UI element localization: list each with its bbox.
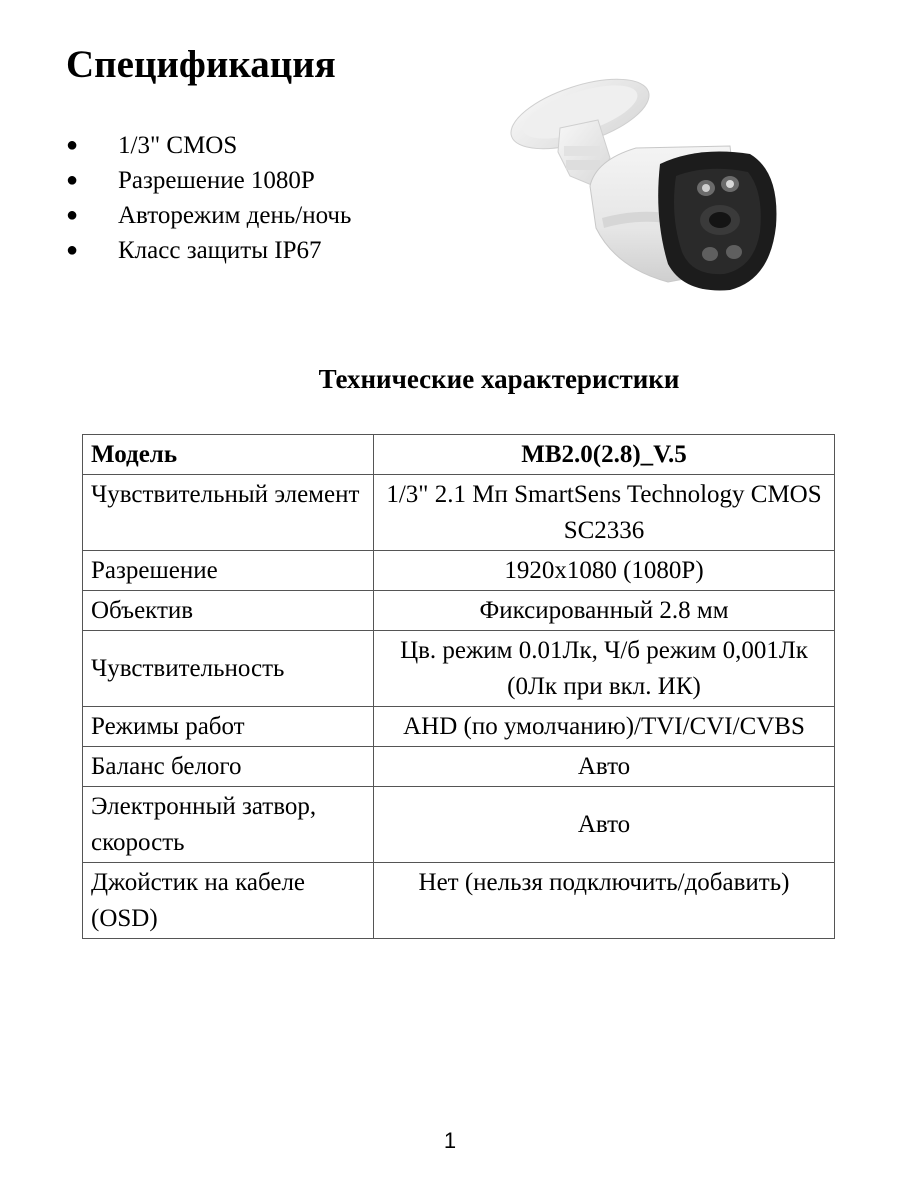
spec-value: MB2.0(2.8)_V.5 xyxy=(374,435,835,475)
table-row xyxy=(83,747,835,787)
spec-label: Модель xyxy=(83,435,374,475)
table-row xyxy=(83,551,835,591)
spec-value: AHD (по умолчанию)/TVI/CVI/CVBS xyxy=(374,707,835,747)
section-title: Технические характеристики xyxy=(318,364,680,394)
table-row xyxy=(83,475,835,551)
spec-value: Авто xyxy=(374,787,835,863)
spec-table xyxy=(82,434,835,939)
feature-list xyxy=(66,128,351,268)
spec-label: Режимы работ xyxy=(83,707,374,747)
spec-value: Нет (нельзя подключить/добавить) xyxy=(374,863,835,939)
spec-label: Объектив xyxy=(83,591,374,631)
table-row xyxy=(83,591,835,631)
spec-label: Баланс белого xyxy=(83,747,374,787)
spec-value: 1920x1080 (1080P) xyxy=(374,551,835,591)
bullet-icon: ● xyxy=(66,134,79,156)
list-item xyxy=(66,128,351,163)
table-row xyxy=(83,631,835,707)
page-title: Спецификация xyxy=(66,43,336,86)
spec-value: Цв. режим 0.01Лк, Ч/б режим 0,001Лк (0Лк при вкл. ИК) xyxy=(374,631,835,707)
feature-text: Класс защиты IP67 xyxy=(118,237,322,264)
spec-label: Электронный затвор, скорость xyxy=(83,787,374,863)
camera-image xyxy=(498,68,788,300)
list-item xyxy=(66,163,351,198)
spec-value: 1/3" 2.1 Мп SmartSens Technology CMOS SC2336 xyxy=(374,475,835,551)
table-row xyxy=(83,435,835,475)
feature-text: Разрешение 1080P xyxy=(118,167,315,194)
bullet-icon: ● xyxy=(66,239,79,261)
table-row xyxy=(83,787,835,863)
spec-value: Фиксированный 2.8 мм xyxy=(374,591,835,631)
spec-label: Разрешение xyxy=(83,551,374,591)
bullet-icon: ● xyxy=(66,204,79,226)
bullet-icon: ● xyxy=(66,169,79,191)
list-item xyxy=(66,198,351,233)
table-row xyxy=(83,863,835,939)
page-number: 1 xyxy=(443,1128,457,1153)
table-row xyxy=(83,707,835,747)
spec-label: Джойстик на кабеле (OSD) xyxy=(83,863,374,939)
spec-value: Авто xyxy=(374,747,835,787)
feature-text: 1/3" CMOS xyxy=(118,132,238,159)
spec-label: Чувствительный элемент xyxy=(83,475,374,551)
list-item xyxy=(66,233,351,268)
spec-label: Чувствительность xyxy=(83,631,374,707)
feature-text: Авторежим день/ночь xyxy=(118,202,352,229)
